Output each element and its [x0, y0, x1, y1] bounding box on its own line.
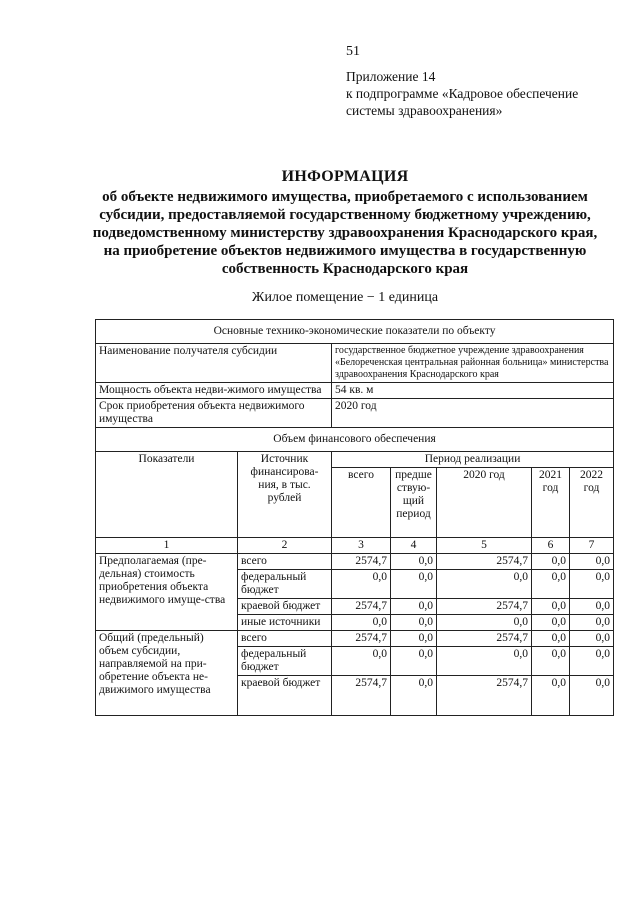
source-cell: краевой бюджет [238, 599, 332, 615]
value-cell: 2574,7 [332, 676, 391, 716]
value-cell: 0,0 [570, 554, 614, 570]
value-cell: 0,0 [437, 647, 532, 676]
title-line: собственность Краснодарского края [221, 261, 469, 277]
value-cell: 2574,7 [332, 631, 391, 647]
object-subtitle: Жилое помещение − 1 единица [251, 290, 439, 305]
value-cell: 0,0 [391, 647, 437, 676]
value-cell: 0,0 [532, 599, 570, 615]
column-numbers-row [96, 538, 614, 554]
col-header-source: Источник финансирова-ния, в тыс. рублей [238, 452, 332, 538]
col-header-2020: 2020 год [437, 468, 532, 538]
col-header-2021: 2021 год [532, 468, 570, 538]
value-cell: 0,0 [532, 676, 570, 716]
source-cell: всего [238, 554, 332, 570]
column-number: 1 [96, 538, 238, 554]
value-cell: 0,0 [532, 570, 570, 599]
table-row [96, 344, 614, 383]
table-row [96, 631, 614, 647]
title-line: субсидии, предоставляемой государственному бюджетному учреждению, [99, 207, 591, 223]
value-cell: 0,0 [332, 615, 391, 631]
col-header-previous: предше ствую-щий период [391, 468, 437, 538]
group-label: Предполагаемая (пре-дельная) стоимость приобретения объекта недвижимого имуще-ства [96, 554, 238, 631]
value-cell: 2574,7 [332, 599, 391, 615]
value-cell: 0,0 [391, 570, 437, 599]
page-number: 51 [346, 44, 360, 59]
source-cell: иные источники [238, 615, 332, 631]
value-cell: 0,0 [532, 615, 570, 631]
col-header-indicators: Показатели [96, 452, 238, 538]
value-cell: 0,0 [532, 554, 570, 570]
value-cell: 0,0 [532, 631, 570, 647]
title-line: подведомственному министерству здравоохранения Краснодарского края, [92, 225, 598, 241]
value-cell: 0,0 [570, 570, 614, 599]
value-cell: 2574,7 [437, 676, 532, 716]
title-line: об объекте недвижимого имущества, приобретаемого с использованием [102, 189, 588, 205]
value-cell: 2574,7 [437, 599, 532, 615]
appendix-line: к подпрограмме «Кадровое обеспечение [346, 86, 579, 101]
value-cell: 0,0 [332, 647, 391, 676]
appendix-note [346, 68, 578, 119]
column-number: 4 [391, 538, 437, 554]
column-number: 2 [238, 538, 332, 554]
value-cell: 0,0 [332, 570, 391, 599]
value-cell: 2574,7 [332, 554, 391, 570]
info-label: Мощность объекта недви-жимого имущества [96, 383, 332, 399]
value-cell: 2574,7 [437, 554, 532, 570]
source-cell: краевой бюджет [238, 676, 332, 716]
value-cell: 0,0 [391, 631, 437, 647]
table-row [96, 554, 614, 570]
column-number: 7 [570, 538, 614, 554]
table-row [96, 383, 614, 399]
value-cell: 0,0 [570, 676, 614, 716]
title-heading: ИНФОРМАЦИЯ [281, 168, 409, 185]
info-table [95, 319, 614, 716]
info-label: Срок приобретения объекта недвижимого имущества [96, 399, 332, 428]
value-cell: 0,0 [391, 554, 437, 570]
info-value: государственное бюджетное учреждение здравоохранения «Белореченская центральная районная больница» министерства здравоохранения Краснодарского края [332, 344, 614, 383]
value-cell: 0,0 [570, 615, 614, 631]
value-cell: 0,0 [391, 599, 437, 615]
appendix-line: Приложение 14 [346, 69, 436, 84]
column-number: 6 [532, 538, 570, 554]
value-cell: 0,0 [532, 647, 570, 676]
value-cell: 0,0 [570, 599, 614, 615]
info-value: 2020 год [332, 399, 614, 428]
value-cell: 0,0 [391, 615, 437, 631]
col-header-total: всего [332, 468, 391, 538]
info-value: 54 кв. м [332, 383, 614, 399]
title-line: на приобретение объектов недвижимого имущества в государственную [103, 243, 587, 259]
source-cell: федеральный бюджет [238, 647, 332, 676]
info-label: Наименование получателя субсидии [96, 344, 332, 383]
section-header-indicators: Основные технико-экономические показатели по объекту [96, 320, 614, 344]
value-cell: 0,0 [570, 631, 614, 647]
section-header-financing: Объем финансового обеспечения [96, 428, 614, 452]
col-header-period: Период реализации [332, 452, 614, 468]
source-cell: всего [238, 631, 332, 647]
value-cell: 0,0 [437, 615, 532, 631]
col-header-2022: 2022 год [570, 468, 614, 538]
source-cell: федеральный бюджет [238, 570, 332, 599]
column-number: 3 [332, 538, 391, 554]
table-row [96, 399, 614, 428]
value-cell: 0,0 [570, 647, 614, 676]
value-cell: 0,0 [391, 676, 437, 716]
document-title [90, 168, 600, 278]
value-cell: 2574,7 [437, 631, 532, 647]
group-label: Общий (предельный) объем субсидии, направляемой на при-обретение объекта не-движимого имущества [96, 631, 238, 716]
column-number: 5 [437, 538, 532, 554]
appendix-line: системы здравоохранения» [346, 103, 503, 118]
value-cell: 0,0 [437, 570, 532, 599]
